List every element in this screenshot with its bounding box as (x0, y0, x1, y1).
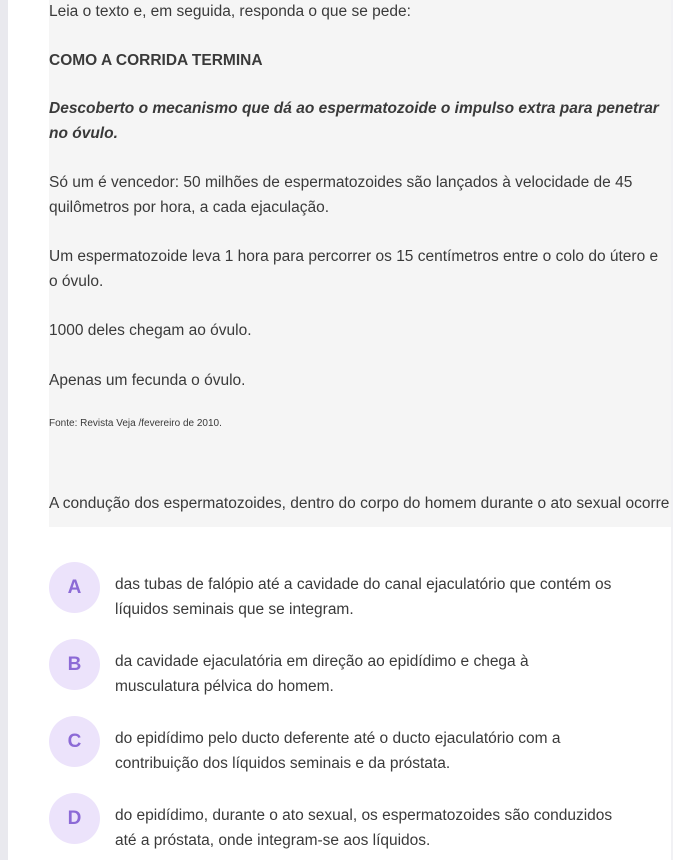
option-letter-badge[interactable]: A (49, 562, 100, 613)
text-paragraph: Apenas um fecunda o óvulo. (49, 371, 246, 389)
answer-options (49, 560, 649, 860)
option-text[interactable]: do epidídimo pelo ducto deferente até o ducto ejaculatório com a contribuição dos líquidos seminais e da próstata. (115, 730, 561, 772)
text-subtitle: Descoberto o mecanismo que dá ao espermatozoide o impulso extra para penetrar no óvulo. (49, 100, 659, 142)
option-letter-badge[interactable]: C (49, 716, 100, 767)
option-b[interactable] (49, 637, 649, 714)
option-d[interactable] (49, 791, 649, 860)
text-paragraph: 1000 deles chegam ao óvulo. (49, 322, 252, 339)
option-text[interactable]: da cavidade ejaculatória em direção ao epidídimo e chega à musculatura pélvica do homem. (115, 653, 529, 695)
text-paragraph: Um espermatozoide leva 1 hora para percorrer os 15 centímetros entre o colo do útero e o óvulo. (49, 248, 659, 290)
question-intro: Leia o texto e, em seguida, responda o que se pede: (49, 3, 411, 20)
question-statement (49, 0, 671, 527)
option-letter-badge[interactable]: B (49, 639, 100, 690)
option-text[interactable]: do epidídimo, durante o ato sexual, os espermatozoides são conduzidos até a próstata, onde integram-se aos líquidos. (115, 807, 613, 849)
option-text[interactable]: das tubas de falópio até a cavidade do canal ejaculatório que contém os líquidos seminais que se integram. (115, 576, 612, 618)
text-paragraph: Só um é vencedor: 50 milhões de espermatozoides são lançados à velocidade de 45 quilômetros por hora, a cada ejaculação. (49, 174, 633, 216)
option-c[interactable] (49, 714, 649, 791)
text-source: Fonte: Revista Veja /fevereiro de 2010. (49, 418, 222, 429)
option-letter-badge[interactable]: D (49, 793, 100, 844)
question-prompt: A condução dos espermatozoides, dentro do corpo do homem durante o ato sexual ocorre (49, 495, 670, 512)
text-title: COMO A CORRIDA TERMINA (49, 51, 263, 69)
left-rail (0, 0, 8, 860)
option-a[interactable] (49, 560, 649, 637)
